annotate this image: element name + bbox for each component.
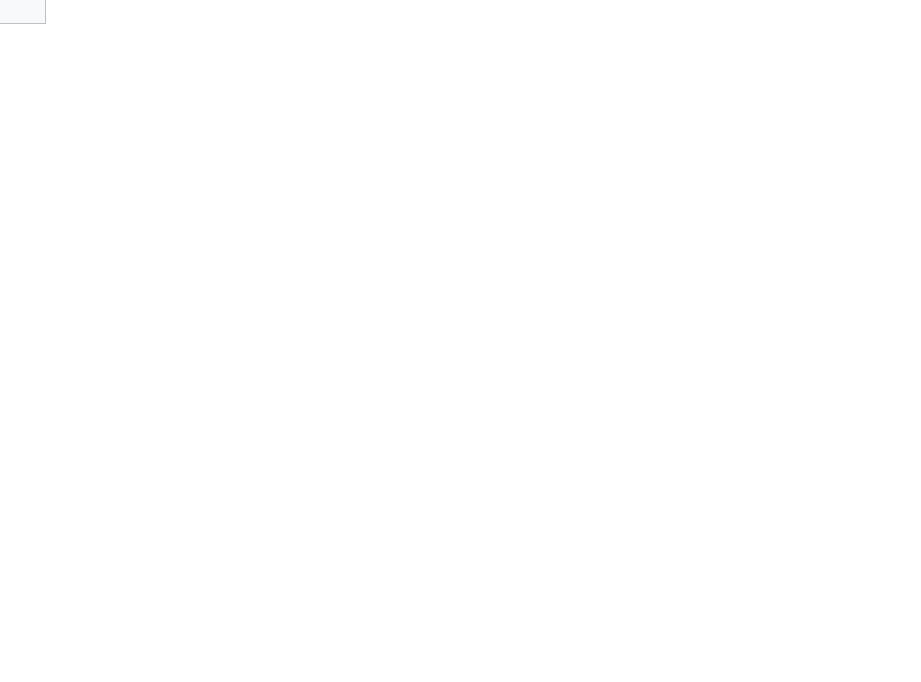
- column-header-row: [0, 0, 921, 24]
- select-all-corner[interactable]: [0, 0, 46, 24]
